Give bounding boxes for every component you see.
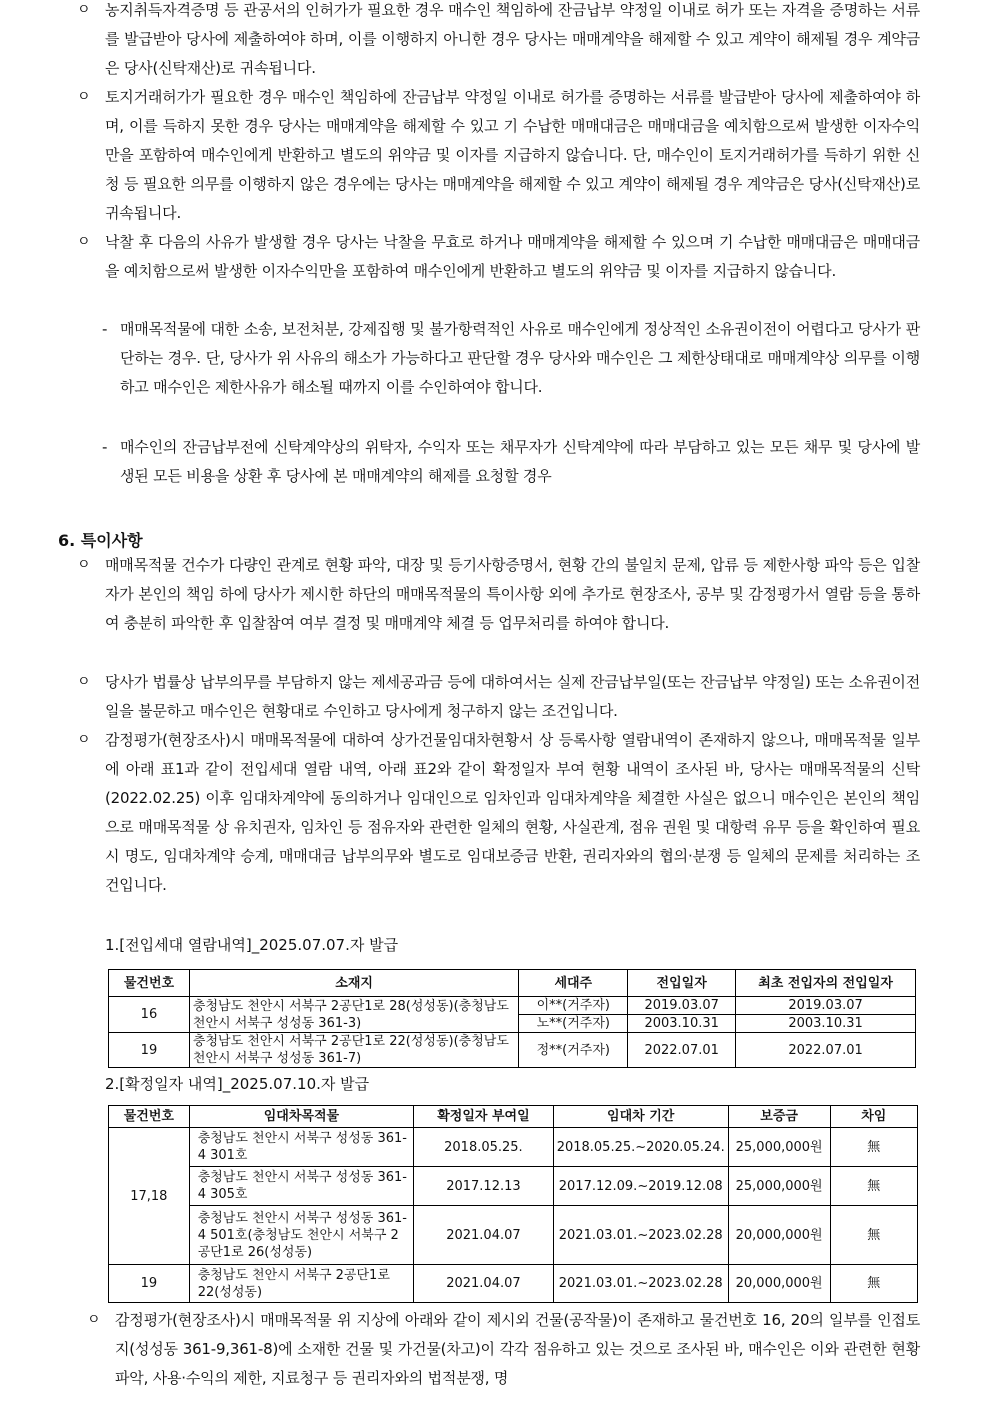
table-row: 16 충청남도 천안시 서북구 2공단1로 28(성성동)(충청남도 천안시 서북구 성성동 361-3) 이**(거주자) 2019.03.07 2019.03.07 bbox=[109, 997, 916, 1015]
fixed-date-table bbox=[108, 1105, 918, 1303]
table-row: 19 충청남도 천안시 서북구 2공단1로 22(성성동) 2021.04.07 2021.03.01.~2023.02.28 20,000,000원 無 bbox=[109, 1265, 918, 1303]
paragraph-taxes: ㅇ 당사가 법률상 납부의무를 부담하지 않는 제세공과금 등에 대하여서는 실제 잔금납부일(또는 잔금납부 약정일) 또는 소유권이전일을 불문하고 매수인은 현황대로 수인하고 당사에게 청구하지 않는 조건입니다. bbox=[105, 668, 920, 726]
paragraph-other-buildings: ㅇ 감정평가(현장조사)시 매매목적물 위 지상에 아래와 같이 제시외 건물(공작물)이 존재하고 물건번호 16, 20의 일부를 인접토지(성성동 361-9,361-8)에 소재한 건물 및 가건물(차고)이 각각 점유하고 있는 것으로 조사된 바, 매수인은 이와 관련한 현황파악, 사용·수익의 제한, 지료청구 등 권리자와의 법적분쟁, 명 bbox=[115, 1306, 920, 1393]
table-row: 17,18 충청남도 천안시 서북구 성성동 361-4 301호 2018.05.25. 2018.05.25.~2020.05.24. 25,000,000원 無 bbox=[109, 1128, 918, 1167]
paragraph-land-permit: ㅇ 토지거래허가가 필요한 경우 매수인 책임하에 잔금납부 약정일 이내로 허가를 증명하는 서류를 발급받아 당사에 제출하여야 하며, 이를 득하지 못한 경우 당사는 매매계약을 해제할 수 있고 기 수납한 매매대금은 매매대금을 예치함으로써 발생한 이자수익만을 포함하여 매수인에게 반환하고 별도의 위약금 및 이자를 지급하지 않습니다. 단, 매수인이 토지거래허가를 득하기 위한 신청 등 필요한 의무를 이행하지 않은 경우에는 당사는 매매계약을 해제할 수 있고 계약이 해제될 경우 계약금은 당사(신탁재산)로 귀속됩니다. bbox=[105, 83, 920, 228]
table-row: 충청남도 천안시 서북구 성성동 361-4 501호(충청남도 천안시 서북구 2공단1로 26(성성동) 2021.04.07 2021.03.01.~2023.02.28 20,000,000원 無 bbox=[109, 1206, 918, 1265]
bullet-icon: ㅇ bbox=[77, 557, 91, 573]
bullet-icon: ㅇ bbox=[77, 674, 91, 690]
table-header-row: 물건번호 소재지 세대주 전입일자 최초 전입자의 전입일자 bbox=[109, 970, 916, 997]
bullet-icon: ㅇ bbox=[77, 89, 91, 105]
dash-item-litigation: - 매매목적물에 대한 소송, 보전처분, 강제집행 및 불가항력적인 사유로 매수인에게 정상적인 소유권이전이 어렵다고 당사가 판단하는 경우. 단, 당사가 위 사유의 해소가 가능하다고 판단할 경우 당사와 매수인은 그 제한상태대로 매매계약상 의무를 이행하고 매수인은 제한사유가 해소될 때까지 이를 수인하여야 합니다. bbox=[102, 320, 920, 396]
table-header-row: 물건번호 임대차목적물 확정일자 부여일 임대차 기간 보증금 차임 bbox=[109, 1106, 918, 1128]
dash-item-cancellation: - 매수인의 잔금납부전에 신탁계약상의 위탁자, 수익자 또는 채무자가 신탁계약에 따라 부담하고 있는 모든 채무 및 당사에 발생된 모든 비용을 상환 후 당사에 본 매매계약의 해제를 요청할 경우 bbox=[102, 438, 920, 485]
bullet-icon: ㅇ bbox=[77, 2, 91, 18]
bullet-icon: ㅇ bbox=[77, 732, 91, 748]
table-row: 노**(거주자) 2003.10.31 2003.10.31 bbox=[109, 1015, 916, 1033]
table1-caption: 1.[전입세대 열람내역]_2025.07.07.자 발급 bbox=[105, 936, 399, 954]
paragraph-survey: ㅇ 매매목적물 건수가 다량인 관계로 현황 파악, 대장 및 등기사항증명서, 현황 간의 불일치 문제, 압류 등 제한사항 파악 등은 입찰자가 본인의 책임 하에 당사가 제시한 하단의 매매목적물의 특이사항 외에 추가로 현장조사, 공부 및 감정평가서 열람 등을 통하여 충분히 파악한 후 입찰참여 여부 결정 및 매매계약 체결 등 업무처리를 하여야 합니다. bbox=[105, 551, 920, 638]
paragraph-appraisal: ㅇ 감정평가(현장조사)시 매매목적물에 대하여 상가건물임대차현황서 상 등록사항 열람내역이 존재하지 않으나, 매매목적물 일부에 아래 표1과 같이 전입세대 열람 내역, 아래 표2와 같이 확정일자 부여 현황 내역이 조사된 바, 당사는 매매목적물의 신탁(2022.02.25) 이후 임대차계약에 동의하거나 임대인으로 임차인과 임대차계약을 체결한 사실은 없으니 매수인은 본인의 책임으로 매매목적물 상 유치권자, 임차인 등 점유자와 관련한 일체의 현황, 사실관계, 점유 권원 및 대항력 유무 등을 확인하여 필요시 명도, 임대차계약 승계, 매매대금 납부의무와 별도로 임대보증금 반환, 권리자와의 협의·분쟁 등 일체의 문제를 처리하는 조건입니다. bbox=[105, 726, 920, 900]
move-in-table bbox=[108, 969, 916, 1068]
table-row: 충청남도 천안시 서북구 성성동 361-4 305호 2017.12.13 2017.12.09.~2019.12.08 25,000,000원 無 bbox=[109, 1167, 918, 1206]
section-heading: 6. 특이사항 bbox=[58, 531, 143, 550]
paragraph-void-conditions: ㅇ 낙찰 후 다음의 사유가 발생할 경우 당사는 낙찰을 무효로 하거나 매매계약을 해제할 수 있으며 기 수납한 매매대금은 매매대금을 예치함으로써 발생한 이자수익만을 포함하여 매수인에게 반환하고 별도의 위약금 및 이자를 지급하지 않습니다. bbox=[105, 228, 920, 286]
table-row: 19 충청남도 천안시 서북구 2공단1로 22(성성동)(충청남도 천안시 서북구 성성동 361-7) 정**(거주자) 2022.07.01 2022.07.01 bbox=[109, 1033, 916, 1068]
bullet-icon: ㅇ bbox=[77, 234, 91, 250]
paragraph-farmland: ㅇ 농지취득자격증명 등 관공서의 인허가가 필요한 경우 매수인 책임하에 잔금납부 약정일 이내로 허가 또는 자격을 증명하는 서류를 발급받아 당사에 제출하여야 하며, 이를 이행하지 아니한 경우 당사는 매매계약을 해제할 수 있고 계약이 해제될 경우 계약금은 당사(신탁재산)로 귀속됩니다. bbox=[105, 0, 920, 83]
table2-caption: 2.[확정일자 내역]_2025.07.10.자 발급 bbox=[105, 1075, 370, 1093]
bullet-icon: ㅇ bbox=[87, 1312, 101, 1328]
